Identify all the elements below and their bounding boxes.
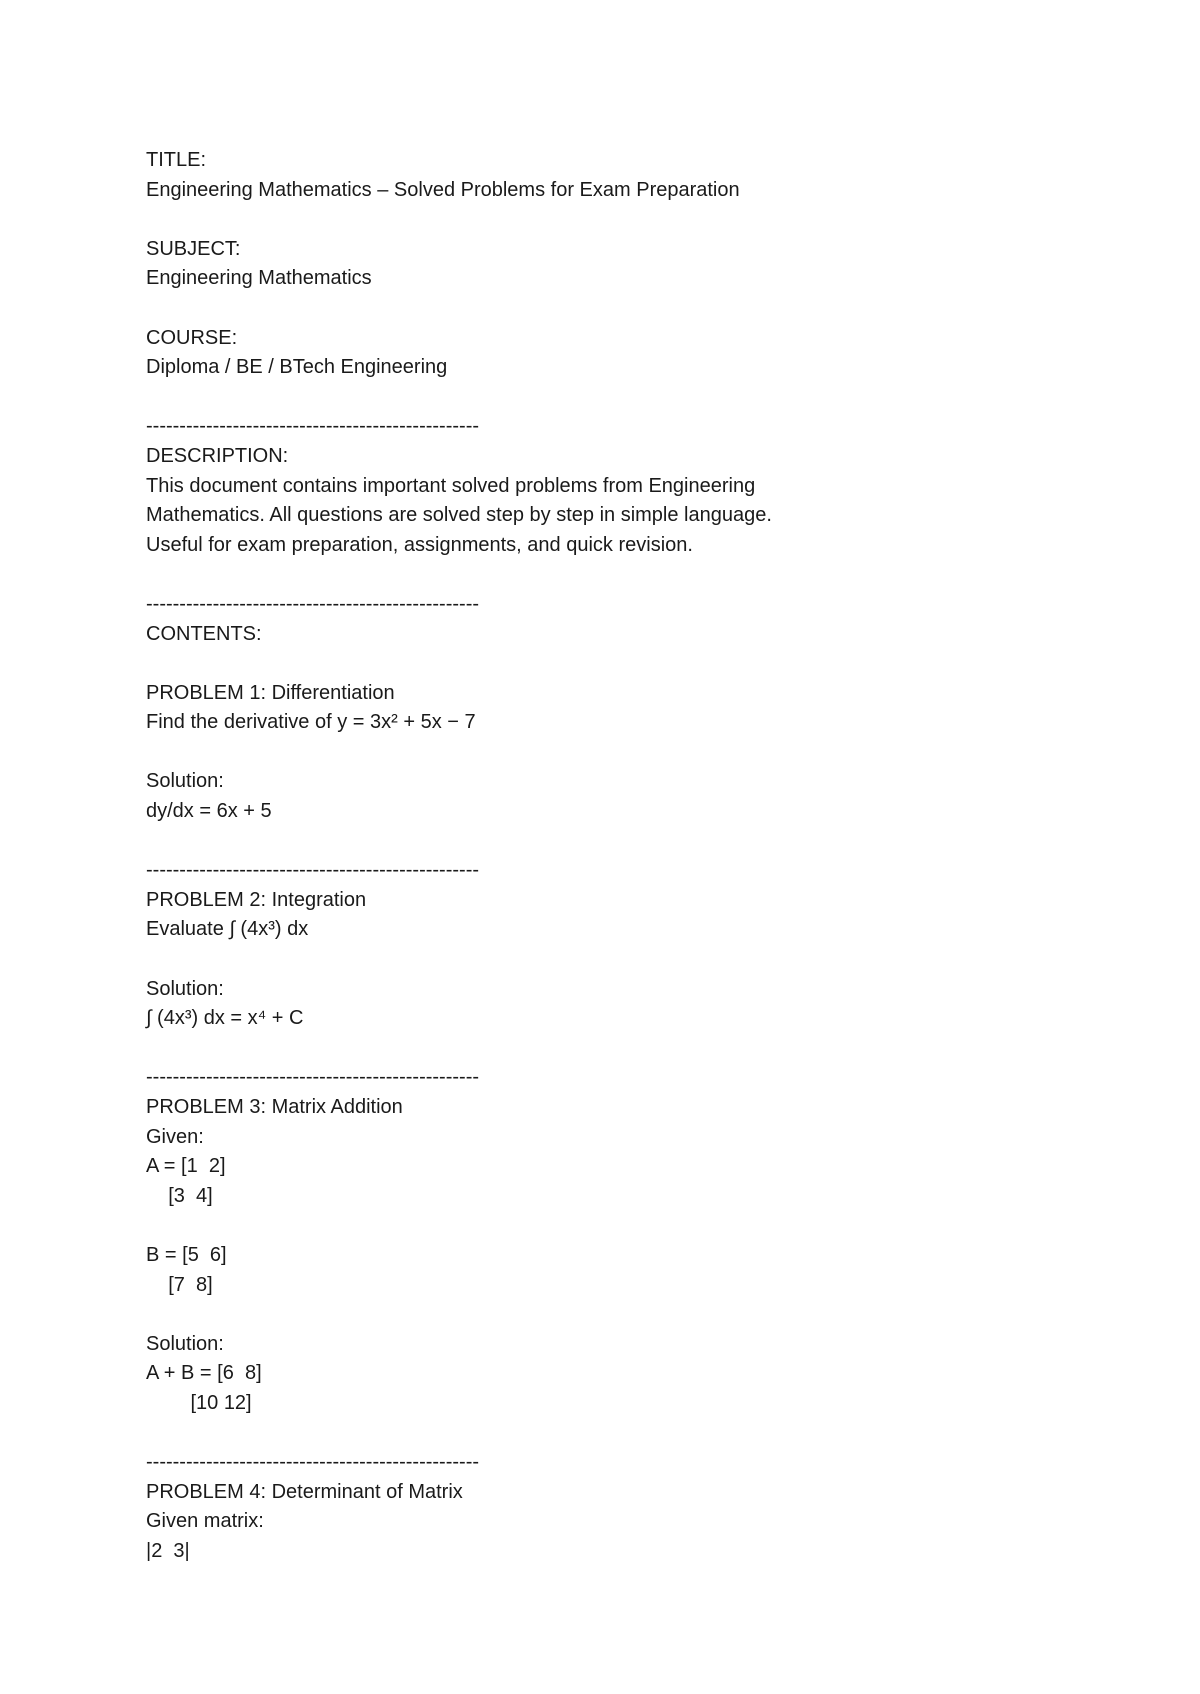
- problem-heading: PROBLEM 3: Matrix Addition: [146, 1096, 403, 1118]
- solution-label: Solution:: [146, 770, 224, 793]
- title-label: TITLE:: [146, 149, 207, 171]
- matrix-row: A + B = [6 8]: [146, 1362, 262, 1385]
- spacer: [146, 945, 1086, 975]
- course-value: Diploma / BE / BTech Engineering: [146, 356, 448, 379]
- solution-text: ∫ (4x³) dx = x⁴ + C: [146, 1007, 304, 1030]
- document-title: Engineering Mathematics – Solved Problems for Exam Preparation: [146, 178, 740, 201]
- spacer: [146, 827, 1086, 857]
- spacer: [146, 383, 1086, 413]
- spacer: [146, 1300, 1086, 1330]
- description-line: Mathematics. All questions are solved step by step in simple language.: [146, 504, 772, 527]
- contents-label: CONTENTS:: [146, 622, 262, 645]
- problem-statement: Evaluate ∫ (4x³) dx: [146, 918, 309, 941]
- separator: --------------------------------------------------: [146, 1451, 480, 1474]
- spacer: [146, 294, 1086, 324]
- problem-heading: PROBLEM 1: Differentiation: [146, 681, 395, 704]
- problem-statement: Find the derivative of y = 3x² + 5x − 7: [146, 711, 476, 734]
- spacer: [146, 1419, 1086, 1449]
- course-label: COURSE:: [146, 326, 238, 349]
- description-label: DESCRIPTION:: [146, 444, 289, 467]
- separator: --------------------------------------------------: [146, 1066, 480, 1089]
- separator: --------------------------------------------------: [146, 859, 480, 882]
- problem-heading: PROBLEM 4: Determinant of Matrix: [146, 1480, 463, 1503]
- spacer: [146, 1211, 1086, 1241]
- solution-text: dy/dx = 6x + 5: [146, 800, 272, 823]
- matrix-row: [10 12]: [146, 1391, 252, 1414]
- given-label: Given matrix:: [146, 1510, 264, 1533]
- solution-label: Solution:: [146, 1332, 224, 1355]
- spacer: [146, 649, 1086, 679]
- spacer: [146, 738, 1086, 768]
- separator: --------------------------------------------------: [146, 415, 480, 438]
- problem-heading: PROBLEM 2: Integration: [146, 888, 367, 911]
- matrix-row: [7 8]: [146, 1273, 213, 1296]
- matrix-row: [3 4]: [146, 1184, 213, 1207]
- matrix-row: B = [5 6]: [146, 1243, 227, 1266]
- document-body: [146, 146, 1086, 1567]
- description-line: Useful for exam preparation, assignments, and quick revision.: [146, 533, 693, 556]
- spacer: [146, 205, 1086, 235]
- subject-value: Engineering Mathematics: [146, 267, 372, 290]
- solution-label: Solution:: [146, 977, 224, 1000]
- subject-label: SUBJECT:: [146, 237, 241, 260]
- spacer: [146, 560, 1086, 590]
- given-label: Given:: [146, 1125, 204, 1148]
- matrix-row: A = [1 2]: [146, 1155, 226, 1178]
- matrix-row: |2 3|: [146, 1539, 190, 1562]
- separator: --------------------------------------------------: [146, 592, 480, 615]
- spacer: [146, 1034, 1086, 1064]
- description-line: This document contains important solved problems from Engineering: [146, 474, 756, 497]
